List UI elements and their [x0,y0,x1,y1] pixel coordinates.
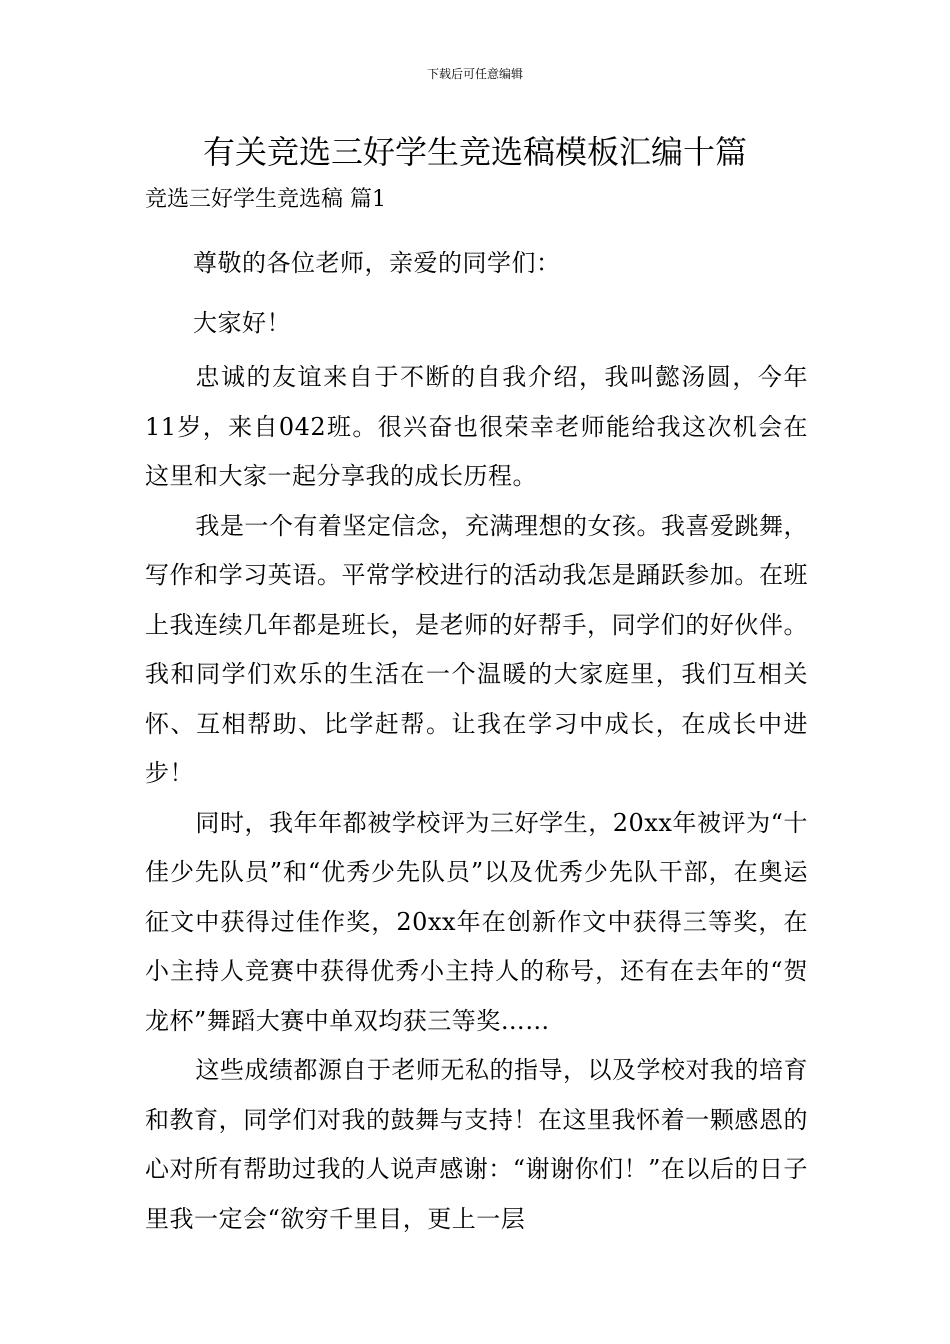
paragraph-greeting: 大家好！ [193,309,291,337]
paragraph-salutation: 尊敬的各位老师，亲爱的同学们： [193,249,561,277]
paragraph: 同时，我年年都被学校评为三好学生，20xx年被评为“十佳少先队员”和“优秀少先队员”以及优秀少先队干部，在奥运征文中获得过佳作奖，20xx年在创新作文中获得三等奖，在小主持人竞赛中获得优秀小主持人的称号，还有在去年的“贺龙杯”舞蹈大赛中单双均获三等奖…… [145,808,808,1035]
document-body [145,233,808,1244]
paragraph: 我是一个有着坚定信念，充满理想的女孩。我喜爱跳舞，写作和学习英语。平常学校进行的活动我怎是踊跃参加。在班上我连续几年都是班长，是老师的好帮手，同学们的好伙伴。我和同学们欢乐的生活在一个温暖的大家庭里，我们互相关怀、互相帮助、比学赶帮。让我在学习中成长，在成长中进步！ [145,511,808,787]
section-heading: 竞选三好学生竞选稿 篇1 [145,187,386,212]
paragraph: 这些成绩都源自于老师无私的指导，以及学校对我的培育和教育，同学们对我的鼓舞与支持！在这里我怀着一颗感恩的心对所有帮助过我的人说声感谢：“谢谢你们！”在以后的日子里我一定会“欲穷千里目，更上一层 [145,1056,808,1233]
page-header-note: 下载后可任意编辑 [426,67,523,81]
document-title: 有关竞选三好学生竞选稿模板汇编十篇 [202,133,747,171]
paragraph: 忠诚的友谊来自于不断的自我介绍，我叫懿汤圆，今年11岁，来自042班。很兴奋也很荣幸老师能给我这次机会在这里和大家一起分享我的成长历程。 [145,363,808,490]
